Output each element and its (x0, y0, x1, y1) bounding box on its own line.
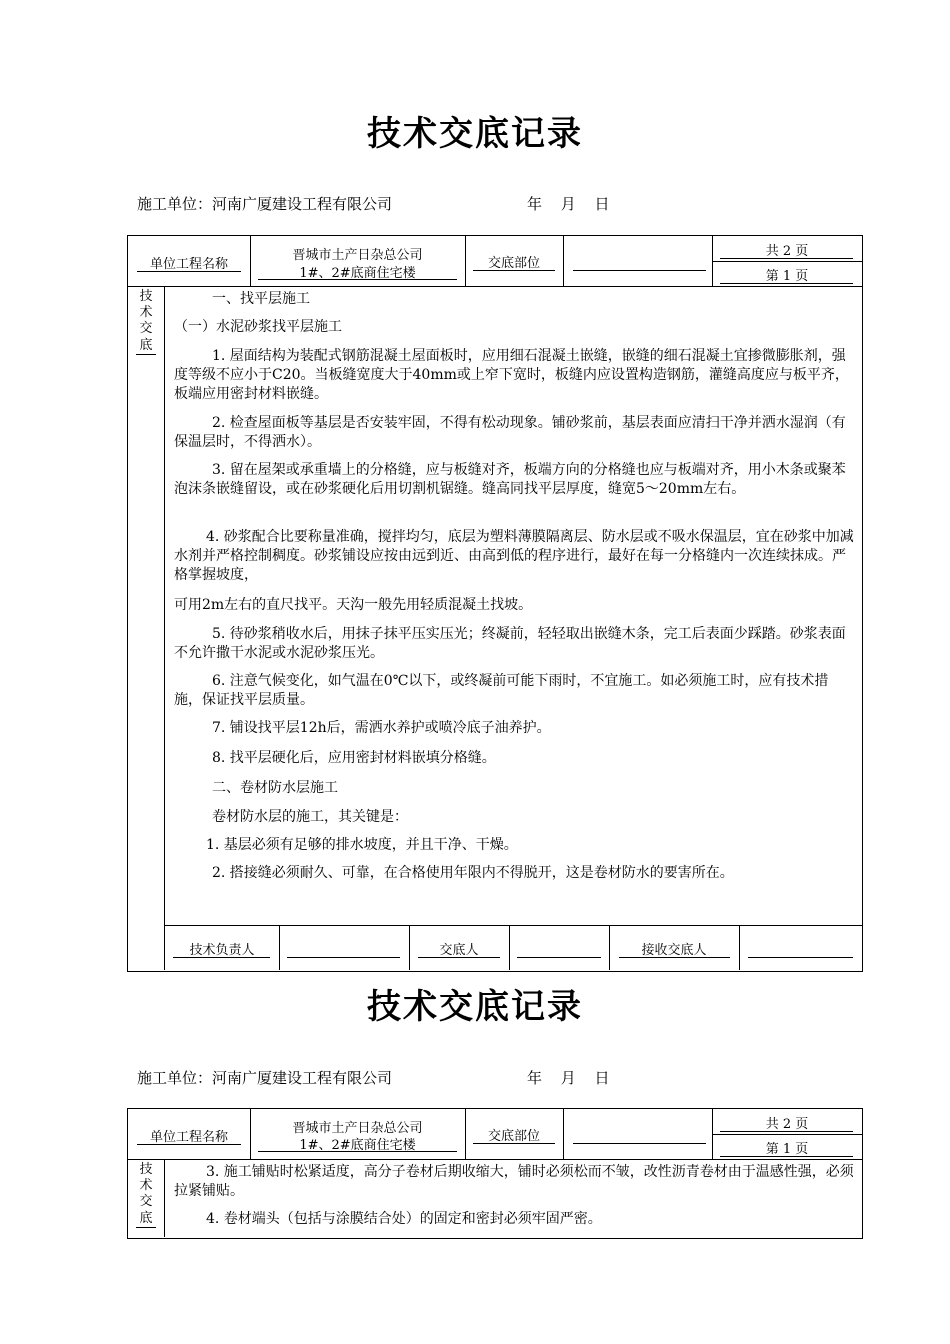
paragraph: 3. 施工铺贴时松紧适度，高分子卷材后期收缩大，铺时必须松而不皱，改性沥青卷材由于温感性强，必须拉紧铺贴。 (174, 1164, 854, 1199)
total-pages: 共 2 页 (765, 1117, 809, 1132)
page-title: 技术交底记录 (367, 114, 583, 154)
receiver-signature (748, 957, 853, 958)
project-name-label: 单位工程名称 (149, 257, 228, 272)
paragraph: 4. 卷材端头（包括与涂膜结合处）的固定和密封必须牢固严密。 (206, 1211, 602, 1227)
paragraph: 2. 搭接缝必须耐久、可靠，在合格使用年限内不得脱开，这是卷材防水的要害所在。 (212, 865, 734, 881)
disclosure-part-value (573, 1143, 706, 1144)
paragraph: （一）水泥砂浆找平层施工 (174, 319, 342, 335)
page-title: 技术交底记录 (367, 987, 583, 1027)
disclosure-part-label: 交底部位 (487, 1129, 540, 1144)
paragraph: 二、卷材防水层施工 (212, 780, 338, 796)
disclosure-part-value (573, 270, 706, 271)
tech-lead-signature (287, 957, 400, 958)
paragraph: 6. 注意气候变化，如气温在0℃以下，或终凝前可能下雨时，不宜施工。如必须施工时，应有技术措施，保证找平层质量。 (174, 673, 829, 708)
date-line: 年 月 日 (527, 1069, 610, 1087)
paragraph: 卷材防水层的施工，其关键是： (212, 809, 408, 825)
project-name-line1: 晋城市土产日杂总公司 (292, 248, 423, 263)
paragraph: 可用2m左右的直尺找平。天沟一般先用轻质混凝土找坡。 (174, 597, 533, 613)
date-line: 年 月 日 (527, 195, 610, 213)
construction-unit: 施工单位：河南广厦建设工程有限公司 (137, 1069, 393, 1087)
project-name-line1: 晋城市土产日杂总公司 (292, 1121, 423, 1136)
paragraph: 1. 屋面结构为装配式钢筋混凝土屋面板时，应用细石混凝土嵌缝，嵌缝的细石混凝土宜掺微膨胀剂，强度等级不应小于C20。当板缝宽度大于40mm或上窄下宽时，板缝内应设置构造钢筋，灌缝高度应与板平齐，板端应用密封材料嵌缝。 (174, 348, 849, 402)
paragraph: 5. 待砂浆稍收水后，用抹子抹平压实压光；终凝前，轻轻取出嵌缝木条，完工后表面少踩踏。砂浆表面不允许撒干水泥或水泥砂浆压光。 (174, 626, 846, 661)
project-name-line2: 1#、2#底商住宅楼 (299, 266, 416, 281)
header-divider (127, 286, 862, 287)
paragraph: 3. 留在屋架或承重墙上的分格缝，应与板缝对齐，板端方向的分格缝也应与板端对齐，用小木条或聚苯泡沫条嵌缝留设，或在砂浆硬化后用切割机锯缝。缝高同找平层厚度，缝宽5～20mm左右。 (174, 462, 846, 497)
total-pages: 共 2 页 (765, 244, 809, 259)
paragraph: 2. 检查屋面板等基层是否安装牢固，不得有松动现象。铺砂浆前，基层表面应清扫干净并洒水湿润（有保温层时，不得洒水）。 (174, 415, 846, 450)
tech-lead-label: 技术负责人 (189, 943, 255, 958)
paragraph: 8. 找平层硬化后，应用密封材料嵌填分格缝。 (212, 750, 496, 766)
page-number: 第 1 页 (765, 1142, 809, 1157)
construction-unit: 施工单位：河南广厦建设工程有限公司 (137, 195, 393, 213)
receiver-label: 接收交底人 (641, 943, 707, 958)
paragraph: 7. 铺设找平层12h后，需洒水养护或喷冷底子油养护。 (212, 720, 551, 736)
page-number: 第 1 页 (765, 269, 809, 284)
paragraph: 1. 基层必须有足够的排水坡度，并且干净、干燥。 (206, 837, 518, 853)
project-name-line2: 1#、2#底商住宅楼 (299, 1138, 416, 1153)
project-name-label: 单位工程名称 (149, 1130, 228, 1145)
presenter-label: 交底人 (439, 943, 479, 958)
presenter-signature (517, 957, 601, 958)
disclosure-part-label: 交底部位 (487, 256, 540, 271)
paragraph: 一、找平层施工 (212, 291, 310, 307)
paragraph: 4. 砂浆配合比要称量准确，搅拌均匀，底层为塑料薄膜隔离层、防水层或不吸水保温层，宜在砂浆中加减水剂并严格控制稠度。砂浆铺设应按由远到近、由高到低的程序进行，最好在每一分格缝内一次连续抹成。严格掌握坡度， (174, 529, 854, 583)
